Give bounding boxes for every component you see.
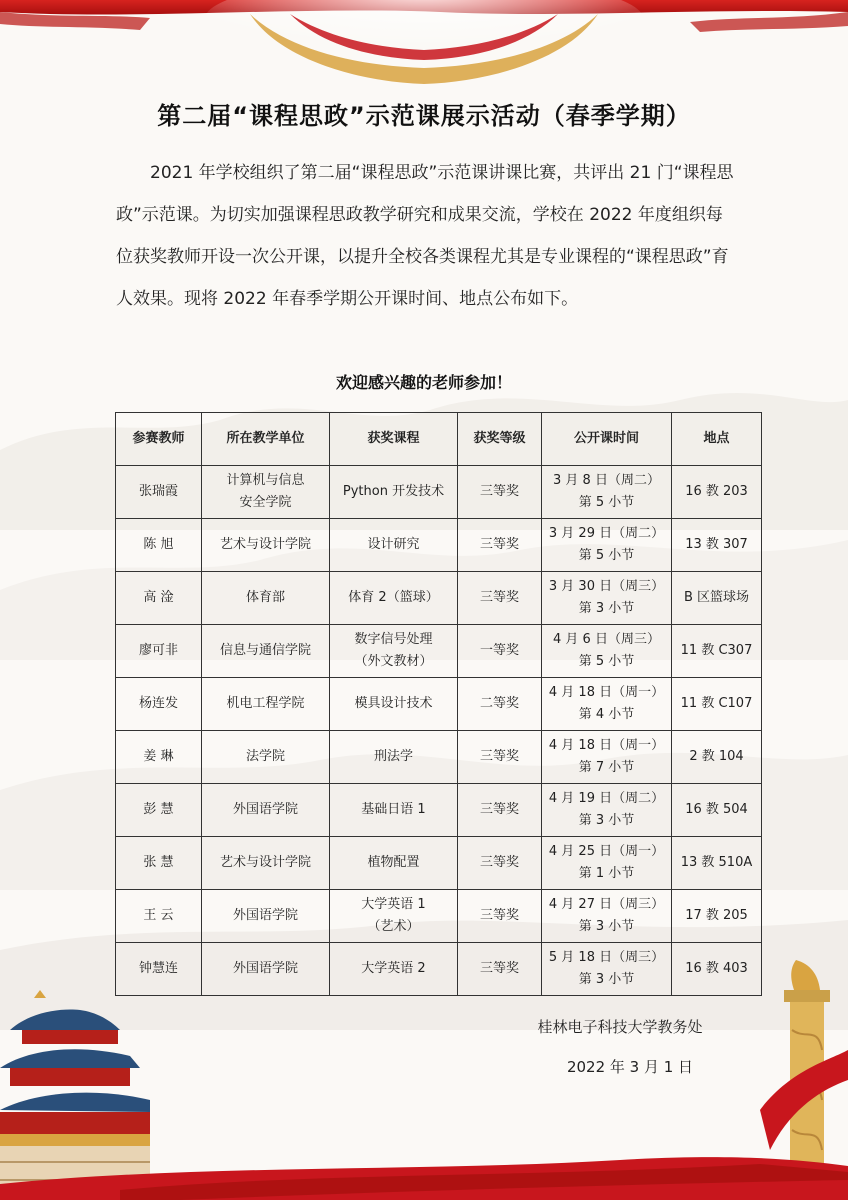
cell-course-line: 大学英语 1 bbox=[361, 897, 426, 912]
cell-time bbox=[542, 784, 672, 837]
table-header-row bbox=[116, 413, 762, 466]
cell-unit bbox=[202, 837, 330, 890]
cell-level: 三等奖 bbox=[458, 784, 542, 837]
cell-time bbox=[542, 572, 672, 625]
cell-place: 11 教 C307 bbox=[672, 625, 762, 678]
cell-course-line: 体育 2（篮球） bbox=[348, 590, 439, 605]
cell-place: 2 教 104 bbox=[672, 731, 762, 784]
cell-course-line: 植物配置 bbox=[367, 855, 420, 870]
cell-time bbox=[542, 890, 672, 943]
cell-teacher: 高 淦 bbox=[116, 572, 202, 625]
cell-course-line: 数字信号处理 bbox=[354, 632, 433, 647]
cell-unit-line: 艺术与设计学院 bbox=[219, 855, 311, 870]
cell-time-line: 4 月 18 日（周一） bbox=[548, 685, 665, 700]
red-ribbon-icon bbox=[0, 1150, 848, 1200]
cell-teacher: 张 慧 bbox=[116, 837, 202, 890]
cell-time-line: 第 3 小节 bbox=[578, 972, 635, 987]
intro-paragraph: 2021 年学校组织了第二届“课程思政”示范课讲课比赛，共评出 21 门“课程思政”示范课。为切实加强课程思政教学研究和成果交流，学校在 2022 年度组织每位获奖教师开设一次公开课，以提升全校各类课程尤其是专业课程的“课程思政”育人效果。现将 2022 年春季学期公开课时间、地点公布如下。 bbox=[116, 163, 734, 309]
header-time: 公开课时间 bbox=[542, 413, 672, 466]
cell-teacher: 王 云 bbox=[116, 890, 202, 943]
table-row bbox=[116, 890, 762, 943]
cell-time bbox=[542, 625, 672, 678]
cell-unit-line: 外国语学院 bbox=[232, 908, 298, 923]
cell-course bbox=[330, 678, 458, 731]
table-row bbox=[116, 837, 762, 890]
schedule-body bbox=[116, 466, 762, 996]
cell-course-line: （外文教材） bbox=[354, 654, 433, 669]
cell-level: 三等奖 bbox=[458, 943, 542, 996]
header-course: 获奖课程 bbox=[330, 413, 458, 466]
cell-time bbox=[542, 678, 672, 731]
cell-place: 13 教 510A bbox=[672, 837, 762, 890]
table-row bbox=[116, 625, 762, 678]
table-row bbox=[116, 943, 762, 996]
table-row bbox=[116, 678, 762, 731]
cell-level: 三等奖 bbox=[458, 731, 542, 784]
cell-unit-line: 信息与通信学院 bbox=[219, 643, 311, 658]
cell-time bbox=[542, 837, 672, 890]
cell-time-line: 3 月 29 日（周二） bbox=[548, 526, 665, 541]
table-row bbox=[116, 572, 762, 625]
cell-time-line: 4 月 19 日（周二） bbox=[548, 791, 665, 806]
cell-unit bbox=[202, 572, 330, 625]
cell-time-line: 第 5 小节 bbox=[578, 495, 635, 510]
table-row bbox=[116, 731, 762, 784]
cell-time bbox=[542, 731, 672, 784]
cell-teacher: 廖可非 bbox=[116, 625, 202, 678]
cell-course-line: 设计研究 bbox=[367, 537, 420, 552]
cell-teacher: 钟慧连 bbox=[116, 943, 202, 996]
red-curtain-emblem-icon bbox=[0, 0, 848, 90]
header-level: 获奖等级 bbox=[458, 413, 542, 466]
table-row bbox=[116, 519, 762, 572]
cell-course bbox=[330, 731, 458, 784]
cell-place: B 区篮球场 bbox=[672, 572, 762, 625]
cell-time bbox=[542, 519, 672, 572]
intro-text bbox=[116, 152, 736, 320]
cell-course bbox=[330, 519, 458, 572]
cell-unit-line: 外国语学院 bbox=[232, 961, 298, 976]
cell-time bbox=[542, 466, 672, 519]
cell-unit bbox=[202, 466, 330, 519]
cell-place: 13 教 307 bbox=[672, 519, 762, 572]
header-place: 地点 bbox=[672, 413, 762, 466]
cell-unit-line: 外国语学院 bbox=[232, 802, 298, 817]
cell-place: 17 教 205 bbox=[672, 890, 762, 943]
table-row bbox=[116, 784, 762, 837]
cell-level: 三等奖 bbox=[458, 466, 542, 519]
cell-level: 三等奖 bbox=[458, 837, 542, 890]
cell-unit bbox=[202, 731, 330, 784]
cell-time-line: 3 月 8 日（周二） bbox=[553, 473, 660, 488]
cell-course bbox=[330, 890, 458, 943]
cell-time-line: 第 3 小节 bbox=[578, 919, 635, 934]
cell-course bbox=[330, 784, 458, 837]
cell-teacher: 杨连发 bbox=[116, 678, 202, 731]
cell-place: 16 教 504 bbox=[672, 784, 762, 837]
cell-place: 16 教 203 bbox=[672, 466, 762, 519]
issue-date: 2022 年 3 月 1 日 bbox=[566, 1058, 694, 1076]
table-row bbox=[116, 466, 762, 519]
cell-level: 二等奖 bbox=[458, 678, 542, 731]
cell-course-line: 大学英语 2 bbox=[361, 961, 426, 976]
cell-unit-line: 安全学院 bbox=[239, 495, 292, 510]
cell-level: 三等奖 bbox=[458, 890, 542, 943]
cell-unit-line: 机电工程学院 bbox=[226, 696, 305, 711]
header-unit: 所在教学单位 bbox=[202, 413, 330, 466]
cell-time bbox=[542, 943, 672, 996]
cell-time-line: 第 5 小节 bbox=[578, 548, 635, 563]
cell-time-line: 第 3 小节 bbox=[578, 813, 635, 828]
cell-teacher: 姜 琳 bbox=[116, 731, 202, 784]
welcome-line: 欢迎感兴趣的老师参加！ bbox=[335, 373, 512, 392]
cell-level: 一等奖 bbox=[458, 625, 542, 678]
cell-course-line: Python 开发技术 bbox=[342, 484, 445, 499]
cell-time-line: 4 月 6 日（周三） bbox=[553, 632, 660, 647]
cell-time-line: 4 月 18 日（周一） bbox=[548, 738, 665, 753]
cell-time-line: 第 4 小节 bbox=[578, 707, 635, 722]
cell-time-line: 第 1 小节 bbox=[578, 866, 635, 881]
cell-course-line: 模具设计技术 bbox=[354, 696, 433, 711]
cell-level: 三等奖 bbox=[458, 572, 542, 625]
cell-unit-line: 计算机与信息 bbox=[226, 473, 305, 488]
cell-course bbox=[330, 572, 458, 625]
cell-course bbox=[330, 837, 458, 890]
cell-course bbox=[330, 625, 458, 678]
page-title: 第二届“课程思政”示范课展示活动（春季学期） bbox=[157, 102, 691, 130]
cell-course bbox=[330, 466, 458, 519]
cell-time-line: 5 月 18 日（周三） bbox=[548, 950, 665, 965]
cell-unit bbox=[202, 519, 330, 572]
cell-time-line: 4 月 25 日（周一） bbox=[548, 844, 665, 859]
header-teacher: 参赛教师 bbox=[116, 413, 202, 466]
cell-unit-line: 法学院 bbox=[245, 749, 285, 764]
cell-course bbox=[330, 943, 458, 996]
cell-time-line: 第 7 小节 bbox=[578, 760, 635, 775]
cell-place: 16 教 403 bbox=[672, 943, 762, 996]
cell-teacher: 彭 慧 bbox=[116, 784, 202, 837]
cell-unit bbox=[202, 678, 330, 731]
cell-time-line: 3 月 30 日（周三） bbox=[548, 579, 665, 594]
cell-course-line: （艺术） bbox=[367, 919, 420, 934]
cell-course-line: 基础日语 1 bbox=[361, 802, 426, 817]
cell-place: 11 教 C107 bbox=[672, 678, 762, 731]
cell-unit bbox=[202, 890, 330, 943]
cell-time-line: 第 5 小节 bbox=[578, 654, 635, 669]
cell-teacher: 陈 旭 bbox=[116, 519, 202, 572]
cell-unit bbox=[202, 625, 330, 678]
issuer-name: 桂林电子科技大学教务处 bbox=[537, 1018, 703, 1036]
cell-level: 三等奖 bbox=[458, 519, 542, 572]
cell-unit-line: 体育部 bbox=[245, 590, 285, 605]
schedule-table bbox=[115, 412, 762, 996]
cell-unit bbox=[202, 784, 330, 837]
cell-teacher: 张瑞霞 bbox=[116, 466, 202, 519]
cell-course-line: 刑法学 bbox=[373, 749, 413, 764]
cell-unit bbox=[202, 943, 330, 996]
cell-unit-line: 艺术与设计学院 bbox=[219, 537, 311, 552]
cell-time-line: 第 3 小节 bbox=[578, 601, 635, 616]
cell-time-line: 4 月 27 日（周三） bbox=[548, 897, 665, 912]
